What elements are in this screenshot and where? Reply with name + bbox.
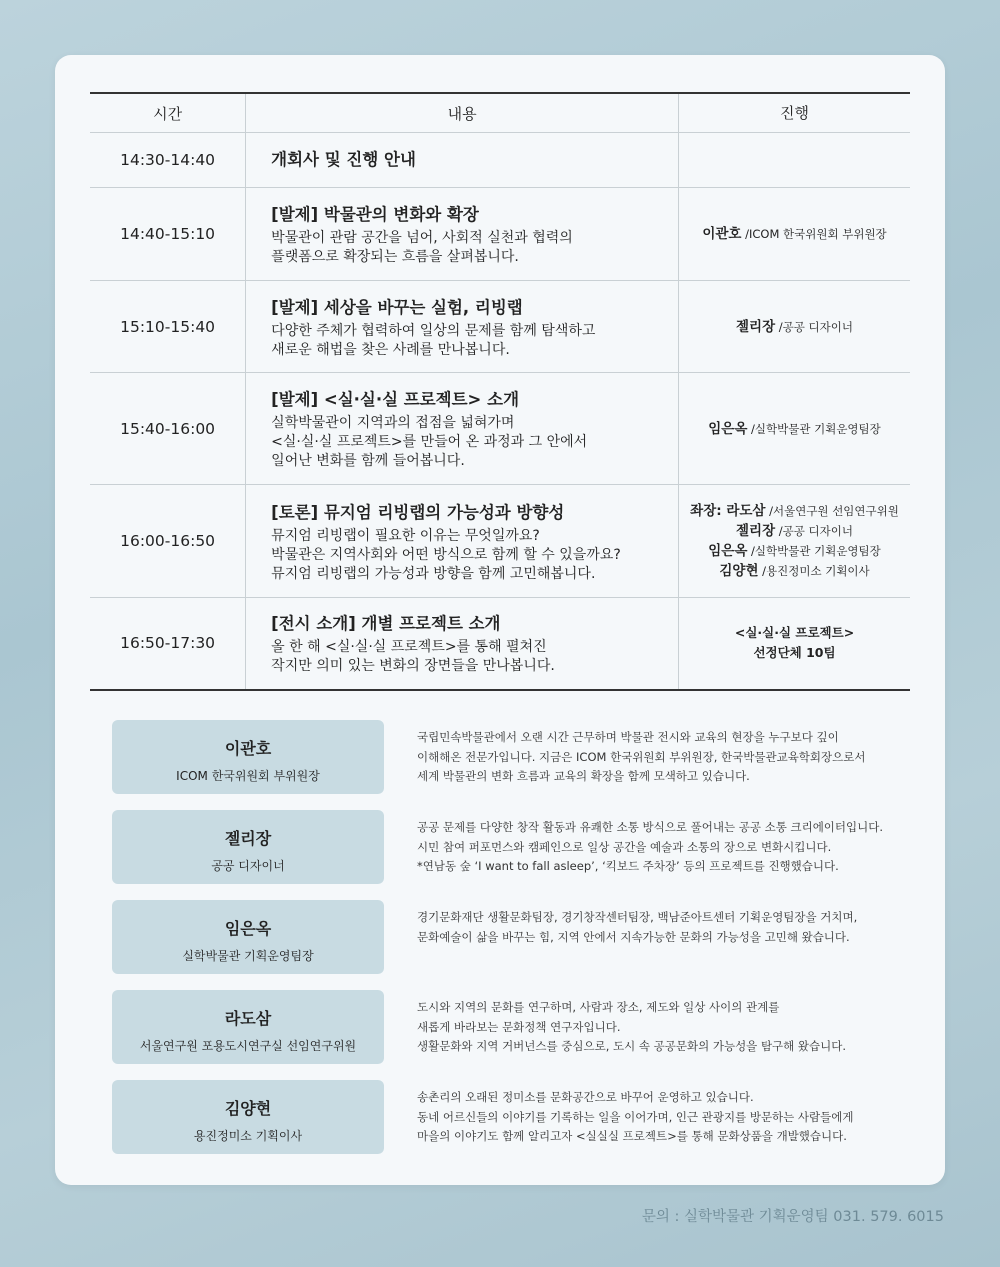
host-name: 선정단체 10팀 [753, 645, 836, 661]
table-row [90, 598, 910, 690]
speaker-bio: 도시와 지역의 문화를 연구하며, 사람과 장소, 제도와 일상 사이의 관계를 새롭게 바라보는 문화정책 연구자입니다. 생활문화와 지역 거버넌스를 중심으로, 도시 속 공공문화의 가능성을 탐구해 왔습니다. [417, 1000, 847, 1053]
table-header-row [90, 93, 910, 133]
speaker-name: 임은옥 [224, 919, 272, 938]
session-content [246, 281, 679, 373]
host-name: 좌장: 라도삼 [690, 503, 766, 519]
speaker-bio: 공공 문제를 다양한 창작 활동과 유쾌한 소통 방식으로 풀어내는 공공 소통 크리에이터입니다. 시민 참여 퍼포먼스와 캠페인으로 일상 공간을 예술과 소통의 장으로 변화시킵니다. *연남동 숲 ‘I want to fall asleep’, ‘킥보드 주차장’ 등의 프로젝트를 진행했습니다. [417, 820, 884, 873]
speaker-name: 라도삼 [224, 1009, 272, 1028]
session-hosts [679, 373, 910, 485]
header-content: 내용 [246, 93, 679, 133]
session-hosts [679, 281, 910, 373]
session-time: 14:30-14:40 [90, 133, 246, 188]
host-name: 이관호 [702, 226, 742, 242]
speaker-role: 공공 디자이너 [211, 859, 285, 873]
session-content [246, 485, 679, 598]
session-description: 박물관이 관람 공간을 넘어, 사회적 실천과 협력의 플랫폼으로 확장되는 흐름을 살펴봅니다. [271, 230, 573, 265]
header-time: 시간 [90, 93, 246, 133]
host-line [680, 623, 909, 643]
host-line [680, 521, 909, 541]
speaker-role: ICOM 한국위원회 부위원장 [176, 769, 320, 783]
table-row [90, 188, 910, 281]
host-name: 임은옥 [708, 543, 748, 559]
session-time: 16:50-17:30 [120, 634, 216, 653]
schedule-table [90, 92, 910, 691]
speaker-name: 김양현 [224, 1099, 272, 1118]
host-line [680, 317, 909, 337]
session-time: 16:00-16:50 [90, 485, 246, 598]
speaker-item [112, 720, 912, 794]
speaker-role: 서울연구원 포용도시연구실 선임연구위원 [139, 1039, 357, 1053]
table-row [90, 133, 910, 188]
session-hosts [679, 598, 910, 690]
speaker-role: 용진정미소 기획이사 [193, 1129, 303, 1143]
host-line [680, 224, 909, 244]
session-description: 올 한 해 <실·실·실 프로젝트>를 통해 펼쳐진 작지만 의미 있는 변화의 장면들을 만나봅니다. [271, 639, 555, 675]
speaker-name: 젤리장 [224, 829, 272, 848]
session-content [246, 598, 679, 690]
session-title: [발제] <실·실·실 프로젝트> 소개 [271, 390, 520, 409]
session-description: 뮤지엄 리빙랩이 필요한 이유는 무엇일까요? 박물관은 지역사회와 어떤 방식으로 함께 할 수 있을까요? 뮤지엄 리빙랩의 가능성과 방향을 함께 고민해봅니다. [271, 527, 621, 582]
session-content [246, 373, 679, 485]
speaker-name: 이관호 [224, 739, 272, 758]
host-role: /공공 디자이너 [775, 524, 853, 538]
speaker-bio: 국립민속박물관에서 오랜 시간 근무하며 박물관 전시와 교육의 현장을 누구보다 깊이 이해해온 전문가입니다. 지금은 ICOM 한국위원회 부위원장, 한국박물관교육학회장으로서 세계 박물관의 변화 흐름과 교육의 확장을 함께 모색하고 있습니다. [417, 730, 866, 783]
table-row [90, 373, 910, 485]
speaker-list [112, 720, 912, 1170]
table-row [90, 485, 910, 598]
session-time: 14:40-15:10 [90, 188, 246, 281]
speaker-card [112, 990, 384, 1064]
program-card [55, 55, 945, 1185]
session-content [246, 188, 679, 281]
speaker-card [112, 1080, 384, 1154]
host-line [680, 643, 909, 663]
host-role: /용진정미소 기획이사 [758, 564, 870, 578]
session-hosts [679, 485, 910, 598]
session-content [246, 133, 679, 188]
session-title: [발제] 박물관의 변화와 확장 [271, 205, 479, 224]
host-role: /서울연구원 선임연구위원 [765, 504, 899, 518]
table-row [90, 281, 910, 373]
speaker-card [112, 900, 384, 974]
host-role: /실학박물관 기획운영팀장 [747, 421, 881, 436]
session-description: 다양한 주체가 협력하여 일상의 문제를 함께 탐색하고 새로운 해법을 찾은 사례를 만나봅니다. [271, 322, 596, 358]
session-title: [토론] 뮤지엄 리빙랩의 가능성과 방향성 [271, 502, 565, 522]
contact-footer: 문의 : 실학박물관 기획운영팀 031. 579. 6015 [641, 1209, 944, 1225]
host-name: 젤리장 [736, 318, 776, 335]
speaker-item [112, 990, 912, 1064]
session-title: [전시 소개] 개별 프로젝트 소개 [271, 614, 501, 634]
host-name: <실·실·실 프로젝트> [734, 625, 855, 641]
speaker-bio: 경기문화재단 생활문화팀장, 경기창작센터팀장, 백남준아트센터 기획운영팀장을 거치며, 문화예술이 삶을 바꾸는 힘, 지역 안에서 지속가능한 문화의 가능성을 고민해 왔습니다. [417, 910, 858, 944]
host-role: /공공 디자이너 [775, 319, 853, 334]
session-title: [발제] 세상을 바꾸는 실험, 리빙랩 [271, 297, 523, 317]
host-line [680, 541, 909, 561]
host-role: /실학박물관 기획운영팀장 [747, 544, 881, 558]
header-host: 진행 [679, 93, 910, 133]
speaker-bio: 송촌리의 오래된 정미소를 문화공간으로 바꾸어 운영하고 있습니다. 동네 어르신들의 이야기를 기록하는 일을 이어가며, 인근 관광지를 방문하는 사람들에게 마을의 이야기도 함께 알리고자 <실실실 프로젝트>를 통해 문화상품을 개발했습니다. [417, 1090, 854, 1143]
host-name: 김양현 [719, 563, 759, 579]
speaker-item [112, 1080, 912, 1154]
speaker-card [112, 720, 384, 794]
host-name: 임은옥 [708, 420, 748, 437]
session-time: 15:10-15:40 [90, 281, 246, 373]
speaker-item [112, 900, 912, 974]
host-line [680, 501, 909, 521]
speaker-item [112, 810, 912, 884]
session-hosts [679, 188, 910, 281]
speaker-card [112, 810, 384, 884]
host-role: /ICOM 한국위원회 부위원장 [741, 227, 887, 241]
session-title: 개회사 및 진행 안내 [271, 150, 416, 169]
session-description: 실학박물관이 지역과의 접점을 넓혀가며 <실·실·실 프로젝트>를 만들어 온 과정과 그 안에서 일어난 변화를 함께 들어봅니다. [271, 415, 588, 469]
host-line [680, 561, 909, 581]
host-name: 젤리장 [736, 523, 776, 539]
host-line [680, 419, 909, 439]
speaker-role: 실학박물관 기획운영팀장 [182, 949, 314, 963]
session-hosts [679, 133, 910, 188]
session-time: 15:40-16:00 [90, 373, 246, 485]
